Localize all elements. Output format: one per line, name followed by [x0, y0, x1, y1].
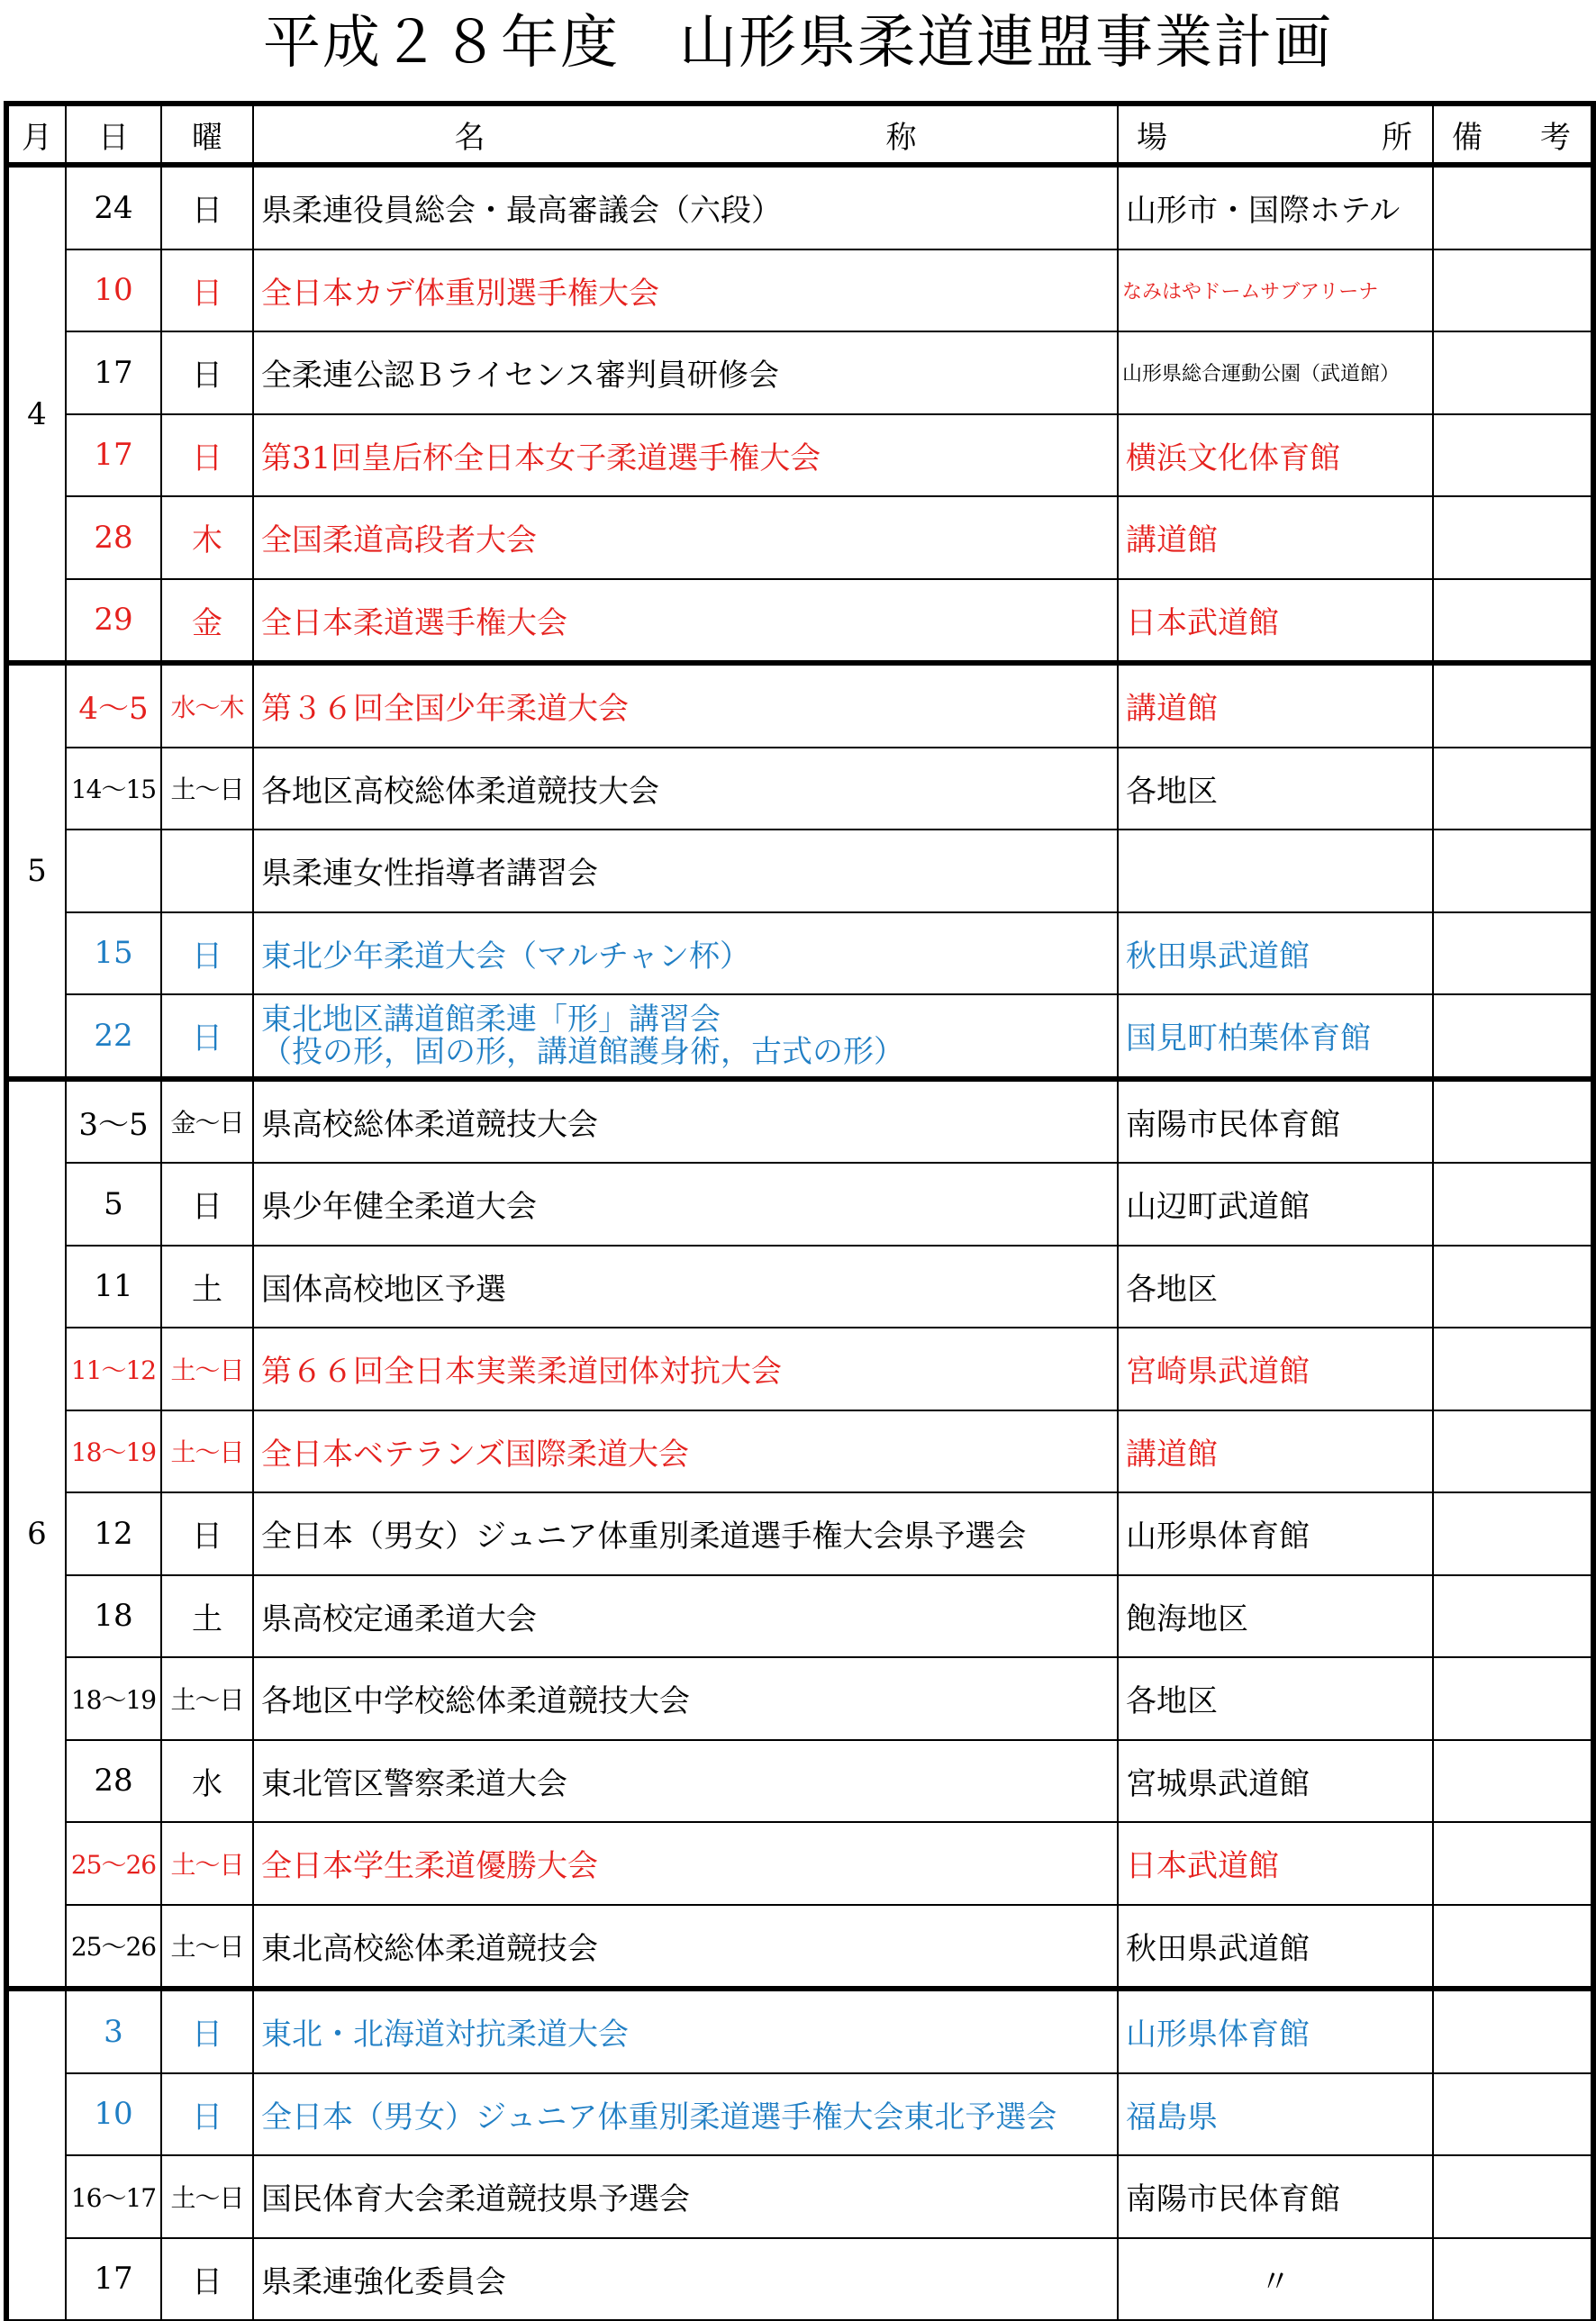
- header-place-b: 所: [1382, 119, 1412, 156]
- event-name-cell: 全日本柔道選手権大会: [253, 579, 1118, 664]
- event-name-cell: 県柔連女性指導者講習会: [253, 830, 1118, 912]
- table-row: [6, 1492, 1593, 1575]
- place-cell: 〃: [1118, 2238, 1433, 2321]
- remarks-cell: [1433, 994, 1593, 1079]
- place-cell: 各地区: [1118, 1246, 1433, 1328]
- table-row: [6, 1246, 1593, 1328]
- event-name-cell: 県柔連役員総会・最高審議会（六段）: [253, 165, 1118, 249]
- remarks-cell: [1433, 1410, 1593, 1493]
- day-cell: 24: [66, 165, 161, 249]
- table-row: [6, 2238, 1593, 2321]
- place-cell: 講道館: [1118, 496, 1433, 579]
- event-name-cell: 全日本（男女）ジュニア体重別柔道選手権大会東北予選会: [253, 2073, 1118, 2156]
- event-name-cell: 第６６回全日本実業柔道団体対抗大会: [253, 1328, 1118, 1410]
- day-cell: 22: [66, 994, 161, 1079]
- table-row: [6, 1657, 1593, 1740]
- place-cell: 日本武道館: [1118, 1822, 1433, 1905]
- place-cell: 福島県: [1118, 2073, 1433, 2156]
- table-row: [6, 912, 1593, 995]
- remarks-cell: [1433, 1657, 1593, 1740]
- weekday-cell: 日: [161, 414, 253, 497]
- header-name: [253, 104, 1118, 165]
- day-cell: 28: [66, 1740, 161, 1823]
- day-cell: 18: [66, 1575, 161, 1658]
- day-cell: 3～5: [66, 1079, 161, 1164]
- day-cell: 16～17: [66, 2155, 161, 2238]
- day-cell: 11: [66, 1246, 161, 1328]
- schedule-body: [6, 165, 1593, 2320]
- table-row: [6, 496, 1593, 579]
- table-row: [6, 748, 1593, 830]
- event-name-cell: 東北少年柔道大会（マルチャン杯）: [253, 912, 1118, 995]
- table-row: [6, 579, 1593, 664]
- day-cell: 17: [66, 414, 161, 497]
- day-cell: 10: [66, 2073, 161, 2156]
- month-cell: 6: [6, 1079, 66, 1990]
- weekday-cell: 土～日: [161, 1328, 253, 1410]
- weekday-cell: 日: [161, 2238, 253, 2321]
- remarks-cell: [1433, 165, 1593, 249]
- remarks-cell: [1433, 2155, 1593, 2238]
- day-cell: 17: [66, 331, 161, 414]
- remarks-cell: [1433, 414, 1593, 497]
- event-name-cell: [253, 994, 1118, 1079]
- event-name-cell: 県柔連強化委員会: [253, 2238, 1118, 2321]
- event-name-cell: 県高校定通柔道大会: [253, 1575, 1118, 1658]
- weekday-cell: 日: [161, 994, 253, 1079]
- table-row: [6, 663, 1593, 748]
- table-row: [6, 1410, 1593, 1493]
- day-cell: 17: [66, 2238, 161, 2321]
- event-name-cell: 県高校総体柔道競技大会: [253, 1079, 1118, 1164]
- month-cell: 5: [6, 663, 66, 1079]
- place-cell: 日本武道館: [1118, 579, 1433, 664]
- day-cell: 25～26: [66, 1905, 161, 1990]
- remarks-cell: [1433, 1079, 1593, 1164]
- place-cell: 秋田県武道館: [1118, 912, 1433, 995]
- table-row: [6, 1822, 1593, 1905]
- remarks-cell: [1433, 1989, 1593, 2073]
- weekday-cell: 土～日: [161, 1822, 253, 1905]
- weekday-cell: 金～日: [161, 1079, 253, 1164]
- remarks-cell: [1433, 1740, 1593, 1823]
- remarks-cell: [1433, 331, 1593, 414]
- weekday-cell: 土～日: [161, 1410, 253, 1493]
- table-row: [6, 1989, 1593, 2073]
- header-place: [1118, 104, 1433, 165]
- event-name-cell: 全柔連公認Ｂライセンス審判員研修会: [253, 331, 1118, 414]
- weekday-cell: 日: [161, 1163, 253, 1246]
- place-cell: 各地区: [1118, 1657, 1433, 1740]
- remarks-cell: [1433, 663, 1593, 748]
- place-cell: 宮崎県武道館: [1118, 1328, 1433, 1410]
- place-cell: 山形県総合運動公園（武道館）: [1118, 331, 1433, 414]
- weekday-cell: 土～日: [161, 2155, 253, 2238]
- event-name-line1: 東北地区講道館柔連「形」講習会: [261, 1001, 721, 1038]
- event-name-cell: 東北管区警察柔道大会: [253, 1740, 1118, 1823]
- event-name-cell: 東北・北海道対抗柔道大会: [253, 1989, 1118, 2073]
- header-remarks-a: 備: [1452, 119, 1483, 156]
- remarks-cell: [1433, 1163, 1593, 1246]
- weekday-cell: 日: [161, 1492, 253, 1575]
- event-name-cell: 各地区中学校総体柔道競技大会: [253, 1657, 1118, 1740]
- place-cell: 秋田県武道館: [1118, 1905, 1433, 1990]
- remarks-cell: [1433, 249, 1593, 332]
- weekday-cell: 日: [161, 2073, 253, 2156]
- remarks-cell: [1433, 1492, 1593, 1575]
- day-cell: 5: [66, 1163, 161, 1246]
- header-remarks-b: 考: [1540, 119, 1571, 156]
- event-name-cell: 国体高校地区予選: [253, 1246, 1118, 1328]
- month-cell: 4: [6, 165, 66, 663]
- weekday-cell: 日: [161, 1989, 253, 2073]
- event-name-cell: 各地区高校総体柔道競技大会: [253, 748, 1118, 830]
- event-name-cell: 全日本ベテランズ国際柔道大会: [253, 1410, 1118, 1493]
- remarks-cell: [1433, 1328, 1593, 1410]
- remarks-cell: [1433, 2238, 1593, 2321]
- weekday-cell: 水: [161, 1740, 253, 1823]
- place-cell: 講道館: [1118, 663, 1433, 748]
- weekday-cell: 土～日: [161, 748, 253, 830]
- day-cell: 14～15: [66, 748, 161, 830]
- weekday-cell: 金: [161, 579, 253, 664]
- weekday-cell: 日: [161, 165, 253, 249]
- weekday-cell: 土: [161, 1246, 253, 1328]
- event-name-cell: 県少年健全柔道大会: [253, 1163, 1118, 1246]
- weekday-cell: [161, 830, 253, 912]
- event-name-cell: 全国柔道高段者大会: [253, 496, 1118, 579]
- remarks-cell: [1433, 1822, 1593, 1905]
- header-name-a: 名: [454, 119, 485, 156]
- event-name-cell: 全日本学生柔道優勝大会: [253, 1822, 1118, 1905]
- remarks-cell: [1433, 912, 1593, 995]
- place-cell: なみはやドームサブアリーナ: [1118, 249, 1433, 332]
- remarks-cell: [1433, 1575, 1593, 1658]
- table-row: [6, 994, 1593, 1079]
- day-cell: 18～19: [66, 1657, 161, 1740]
- remarks-cell: [1433, 830, 1593, 912]
- table-row: [6, 2073, 1593, 2156]
- table-row: [6, 165, 1593, 249]
- place-cell: 宮城県武道館: [1118, 1740, 1433, 1823]
- event-name-cell: 国民体育大会柔道競技県予選会: [253, 2155, 1118, 2238]
- page-title: 平成２８年度 山形県柔道連盟事業計画: [263, 10, 1333, 77]
- table-row: [6, 1328, 1593, 1410]
- day-cell: 25～26: [66, 1822, 161, 1905]
- event-name-line2: （投の形，固の形，講道館護身術，古式の形）: [261, 1033, 904, 1070]
- day-cell: [66, 830, 161, 912]
- remarks-cell: [1433, 748, 1593, 830]
- table-row: [6, 1905, 1593, 1990]
- event-name-cell: 東北高校総体柔道競技会: [253, 1905, 1118, 1990]
- day-cell: 10: [66, 249, 161, 332]
- table-row: [6, 1163, 1593, 1246]
- place-cell: 山形県体育館: [1118, 1989, 1433, 2073]
- table-row: [6, 830, 1593, 912]
- place-cell: 南陽市民体育館: [1118, 2155, 1433, 2238]
- remarks-cell: [1433, 496, 1593, 579]
- place-cell: 各地区: [1118, 748, 1433, 830]
- header-day: 日: [66, 104, 161, 165]
- day-cell: 15: [66, 912, 161, 995]
- event-name-cell: 第３６回全国少年柔道大会: [253, 663, 1118, 748]
- weekday-cell: 土～日: [161, 1905, 253, 1990]
- weekday-cell: 日: [161, 331, 253, 414]
- place-cell: 講道館: [1118, 1410, 1433, 1493]
- month-cell: [6, 1989, 66, 2320]
- table-row: [6, 1079, 1593, 1164]
- weekday-cell: 土: [161, 1575, 253, 1658]
- weekday-cell: 木: [161, 496, 253, 579]
- day-cell: 18～19: [66, 1410, 161, 1493]
- table-row: [6, 2155, 1593, 2238]
- event-name-cell: 全日本（男女）ジュニア体重別柔道選手権大会県予選会: [253, 1492, 1118, 1575]
- place-cell: 横浜文化体育館: [1118, 414, 1433, 497]
- table-row: [6, 1575, 1593, 1658]
- table-row: [6, 331, 1593, 414]
- place-cell: 南陽市民体育館: [1118, 1079, 1433, 1164]
- schedule-table: [4, 101, 1596, 2321]
- weekday-cell: 土～日: [161, 1657, 253, 1740]
- place-cell: 山形県体育館: [1118, 1492, 1433, 1575]
- event-name-cell: 第31回皇后杯全日本女子柔道選手権大会: [253, 414, 1118, 497]
- place-cell: 山形市・国際ホテル: [1118, 165, 1433, 249]
- remarks-cell: [1433, 2073, 1593, 2156]
- day-cell: 12: [66, 1492, 161, 1575]
- remarks-cell: [1433, 1246, 1593, 1328]
- weekday-cell: 日: [161, 249, 253, 332]
- table-row: [6, 414, 1593, 497]
- header-weekday: 曜: [161, 104, 253, 165]
- day-cell: 29: [66, 579, 161, 664]
- day-cell: 3: [66, 1989, 161, 2073]
- place-cell: 国見町柏葉体育館: [1118, 994, 1433, 1079]
- day-cell: 4～5: [66, 663, 161, 748]
- day-cell: 11～12: [66, 1328, 161, 1410]
- remarks-cell: [1433, 1905, 1593, 1990]
- header-place-a: 場: [1137, 119, 1167, 156]
- header-row: [6, 104, 1593, 165]
- weekday-cell: 水～木: [161, 663, 253, 748]
- event-name-cell: 全日本カデ体重別選手権大会: [253, 249, 1118, 332]
- remarks-cell: [1433, 579, 1593, 664]
- table-row: [6, 249, 1593, 332]
- header-month: 月: [6, 104, 66, 165]
- header-remarks: [1433, 104, 1593, 165]
- place-cell: 山辺町武道館: [1118, 1163, 1433, 1246]
- place-cell: 飽海地区: [1118, 1575, 1433, 1658]
- day-cell: 28: [66, 496, 161, 579]
- header-name-b: 称: [885, 119, 917, 156]
- place-cell: [1118, 830, 1433, 912]
- table-row: [6, 1740, 1593, 1823]
- weekday-cell: 日: [161, 912, 253, 995]
